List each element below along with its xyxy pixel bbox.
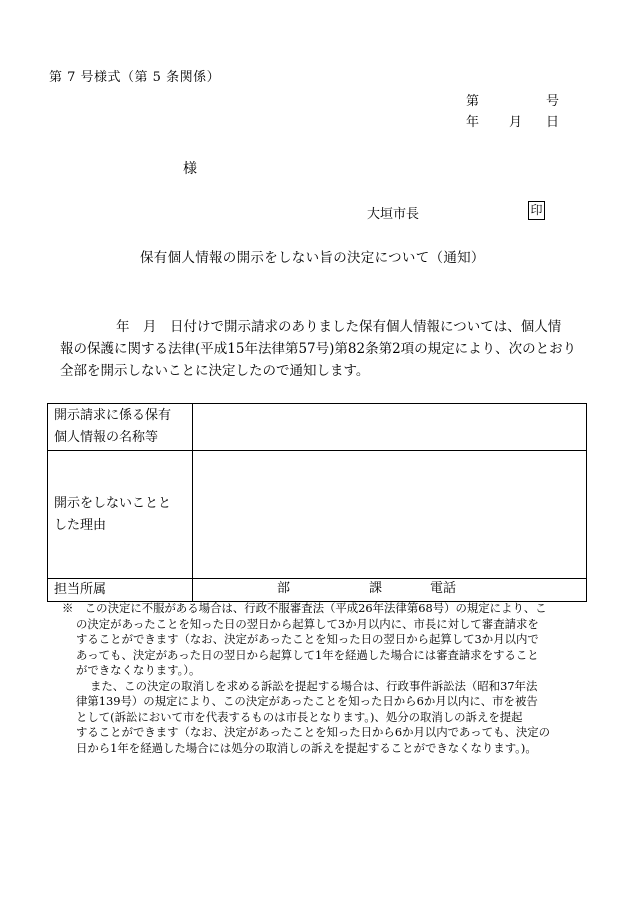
requested-info-name-field[interactable] bbox=[193, 404, 587, 451]
note-line: の決定があったことを知った日の翌日から起算して3か月以内に、市長に対して審査請求を bbox=[76, 616, 539, 631]
note-line: 日から1年を経過した場合には処分の取消しの訴えを提起することができなくなります。)。 bbox=[76, 740, 537, 755]
note-line: することができます（なお、決定があったことを知った日から6か月以内であっても、決定の bbox=[76, 725, 551, 739]
note-line: することができます（なお、決定があったことを知った日の翌日から起算して3か月以内で bbox=[76, 632, 539, 646]
notice-body bbox=[60, 316, 580, 382]
responsible-office-label: 担当所属 bbox=[48, 579, 193, 602]
note-line: また、この決定の取消しを求める訴訟を提起する場合は、行政事件訴訟法（昭和37年法 bbox=[90, 678, 538, 693]
note-line: として(訴訟において市を代表するものは市長となります。)、処分の取消しの訴えを提起 bbox=[76, 709, 523, 724]
date-day-label: 日 bbox=[546, 115, 560, 130]
addressee-honorific: 様 bbox=[183, 161, 197, 177]
note-line: ができなくなります。）。 bbox=[76, 663, 201, 677]
seal-stamp: 印 bbox=[528, 201, 545, 220]
label-line: した理由 bbox=[54, 517, 107, 533]
department-label: 部 bbox=[277, 581, 291, 596]
phone-label: 電話 bbox=[430, 581, 457, 596]
document-number-suffix: 号 bbox=[546, 94, 560, 109]
label-line: 開示をしないことと bbox=[54, 495, 172, 511]
date-month-label: 月 bbox=[509, 115, 523, 130]
table-row bbox=[48, 579, 587, 602]
appeal-notes bbox=[62, 601, 584, 756]
non-disclosure-reason-field[interactable] bbox=[193, 451, 587, 579]
note-line: ※ この決定に不服がある場合は、行政不服審査法（平成26年法律第68号）の規定により、こ bbox=[62, 601, 547, 615]
issuer-name: 大垣市長 bbox=[367, 207, 420, 222]
note-line: あっても、決定があった日の翌日から起算して1年を経過した場合には審査請求をすること bbox=[76, 647, 539, 662]
section-label: 課 bbox=[369, 581, 383, 596]
document-title: 保有個人情報の開示をしない旨の決定について（通知） bbox=[140, 250, 485, 266]
disclosure-info-table bbox=[47, 403, 587, 602]
body-line: 年 月 日付けで開示請求のありました保有個人情報については、個人情 bbox=[116, 319, 562, 335]
responsible-office-field[interactable] bbox=[193, 579, 587, 602]
form-identifier: 第 7 号様式（第 5 条関係） bbox=[49, 70, 221, 85]
document-number-prefix: 第 bbox=[466, 94, 480, 109]
requested-info-name-label bbox=[48, 404, 193, 451]
body-line: 報の保護に関する法律(平成15年法律第57号)第82条第2項の規定により、次のとおり bbox=[60, 341, 577, 357]
table-row bbox=[48, 404, 587, 451]
note-line: 律第139号）の規定により、この決定があったことを知った日から6か月以内に、市を被告 bbox=[76, 694, 538, 708]
label-line: 個人情報の名称等 bbox=[54, 430, 159, 445]
non-disclosure-reason-label bbox=[48, 451, 193, 579]
body-line: 全部を開示しないことに決定したので通知します。 bbox=[60, 363, 370, 379]
date-year-label: 年 bbox=[466, 115, 480, 130]
label-line: 開示請求に係る保有 bbox=[54, 408, 172, 423]
table-row bbox=[48, 451, 587, 579]
